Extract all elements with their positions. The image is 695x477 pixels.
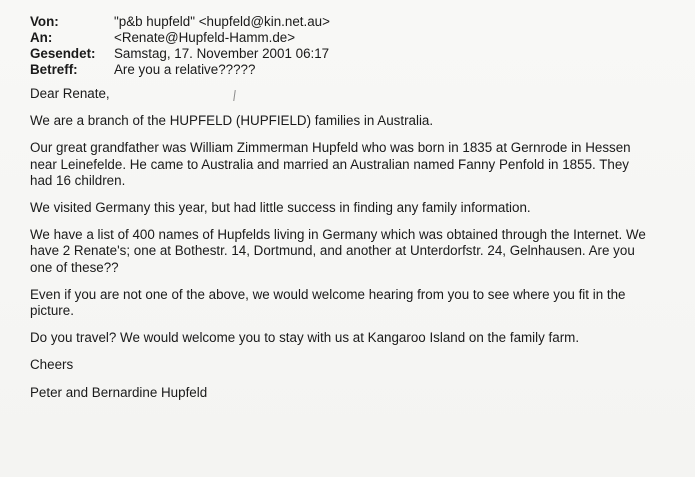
greeting: Dear Renate,	[30, 86, 110, 101]
email-body	[30, 86, 685, 401]
paragraph-6: Do you travel? We would welcome you to stay with us at Kangaroo Island on the family farm.	[30, 330, 580, 346]
paragraph-4-line-2: have 2 Renate's; one at Bothestr. 14, Dortmund, and another at Unterdorfstr. 24, Gelnhausen. Are you	[30, 243, 635, 259]
from-value: "p&b hupfeld" <hupfeld@kin.net.au>	[114, 14, 330, 29]
paragraph-5	[30, 287, 685, 319]
paragraph-3: We visited Germany this year, but had little success in finding any family information.	[30, 200, 531, 216]
paragraph-5-line-2: picture.	[30, 303, 74, 319]
paragraph-4	[30, 227, 685, 276]
paragraph-2-line-3: had 16 children.	[30, 172, 126, 188]
sent-value: Samstag, 17. November 2001 06:17	[114, 46, 330, 61]
closing: Cheers	[30, 357, 74, 373]
paragraph-5-line-1: Even if you are not one of the above, we would welcome hearing from you to see where you fit in the	[30, 286, 626, 302]
to-label: An:	[30, 30, 53, 45]
to-value: <Renate@Hupfeld-Hamm.de>	[114, 30, 296, 45]
subject-value: Are you a relative?????	[114, 62, 256, 77]
paragraph-1: We are a branch of the HUPFELD (HUPFIELD) families in Australia.	[30, 113, 434, 129]
subject-label: Betreff:	[30, 62, 78, 77]
paragraph-4-line-1: We have a list of 400 names of Hupfelds living in Germany which was obtained through the Internet. We	[30, 227, 646, 243]
signature: Peter and Bernardine Hupfeld	[30, 384, 208, 400]
sent-label: Gesendet:	[30, 46, 96, 61]
paragraph-4-line-3: one of these??	[30, 259, 119, 275]
paragraph-2	[30, 140, 685, 189]
paragraph-2-line-2: near Leinefelde. He came to Australia and married an Australian named Fanny Penfold in 1855. They	[30, 156, 629, 172]
paragraph-2-line-1: Our great grandfather was William Zimmerman Hupfeld who was born in 1835 at Gernrode in Hessen	[30, 140, 631, 156]
email-headers	[30, 14, 685, 78]
from-label: Von:	[30, 14, 59, 29]
